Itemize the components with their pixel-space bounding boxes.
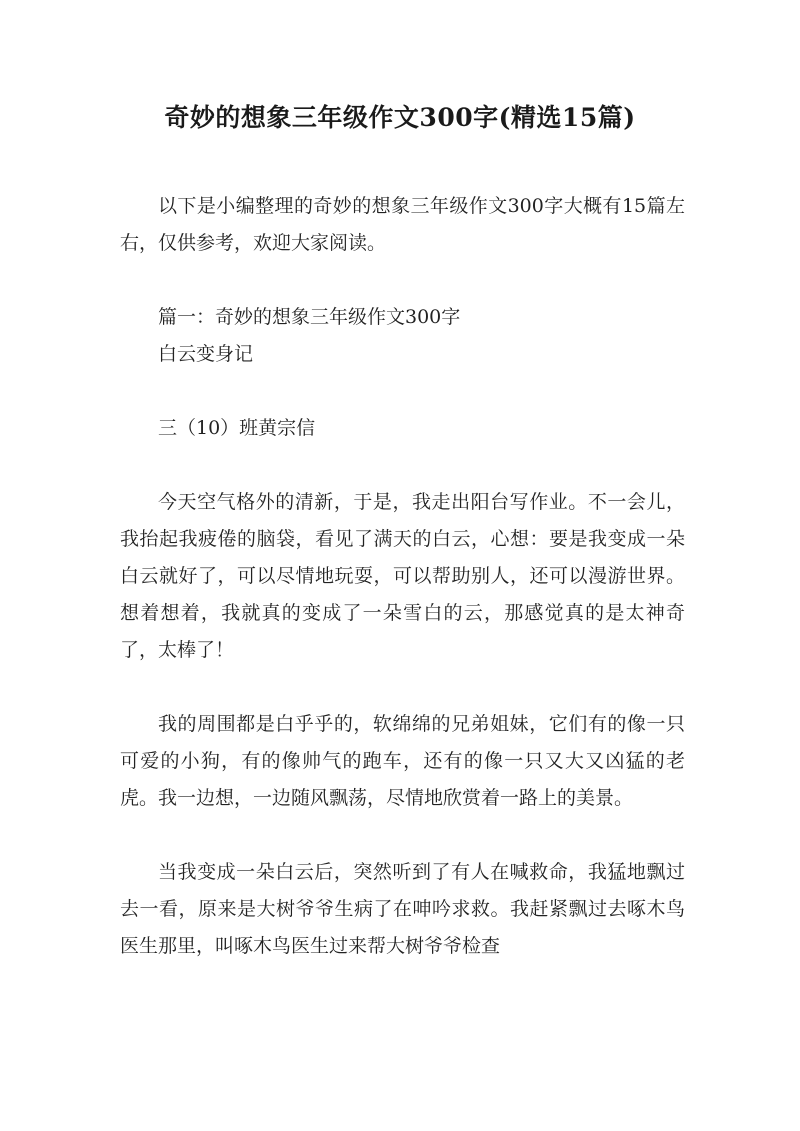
author-line: 三（10）班黄宗信	[158, 417, 316, 439]
body-paragraph-1: 今天空气格外的清新，于是，我走出阳台写作业。不一会儿，我抬起我疲倦的脑袋，看见了满天的白云，心想：要是我变成一朵白云就好了，可以尽情地玩耍，可以帮助别人，还可以漫游世界。想着想着，我就真的变成了一朵雪白的云，那感觉真的是太神奇了，太棒了！	[120, 491, 685, 661]
document-title: 奇妙的想象三年级作文300字(精选15篇)	[164, 103, 636, 132]
body-paragraph-2: 我的周围都是白乎乎的，软绵绵的兄弟姐妹，它们有的像一只可爱的小狗，有的像帅气的跑车，还有的像一只又大又凶猛的老虎。我一边想，一边随风飘荡，尽情地欣赏着一路上的美景。	[120, 713, 685, 809]
intro-paragraph: 以下是小编整理的奇妙的想象三年级作文300字大概有15篇左右，仅供参考，欢迎大家阅读。	[120, 195, 685, 254]
chapter-heading: 篇一：奇妙的想象三年级作文300字	[158, 306, 461, 328]
document-body	[120, 188, 685, 965]
story-title: 白云变身记	[158, 343, 254, 365]
body-paragraph-3: 当我变成一朵白云后，突然听到了有人在喊救命，我猛地飘过去一看，原来是大树爷爷生病了在呻吟求救。我赶紧飘过去啄木鸟医生那里，叫啄木鸟医生过来帮大树爷爷检查	[120, 861, 685, 957]
